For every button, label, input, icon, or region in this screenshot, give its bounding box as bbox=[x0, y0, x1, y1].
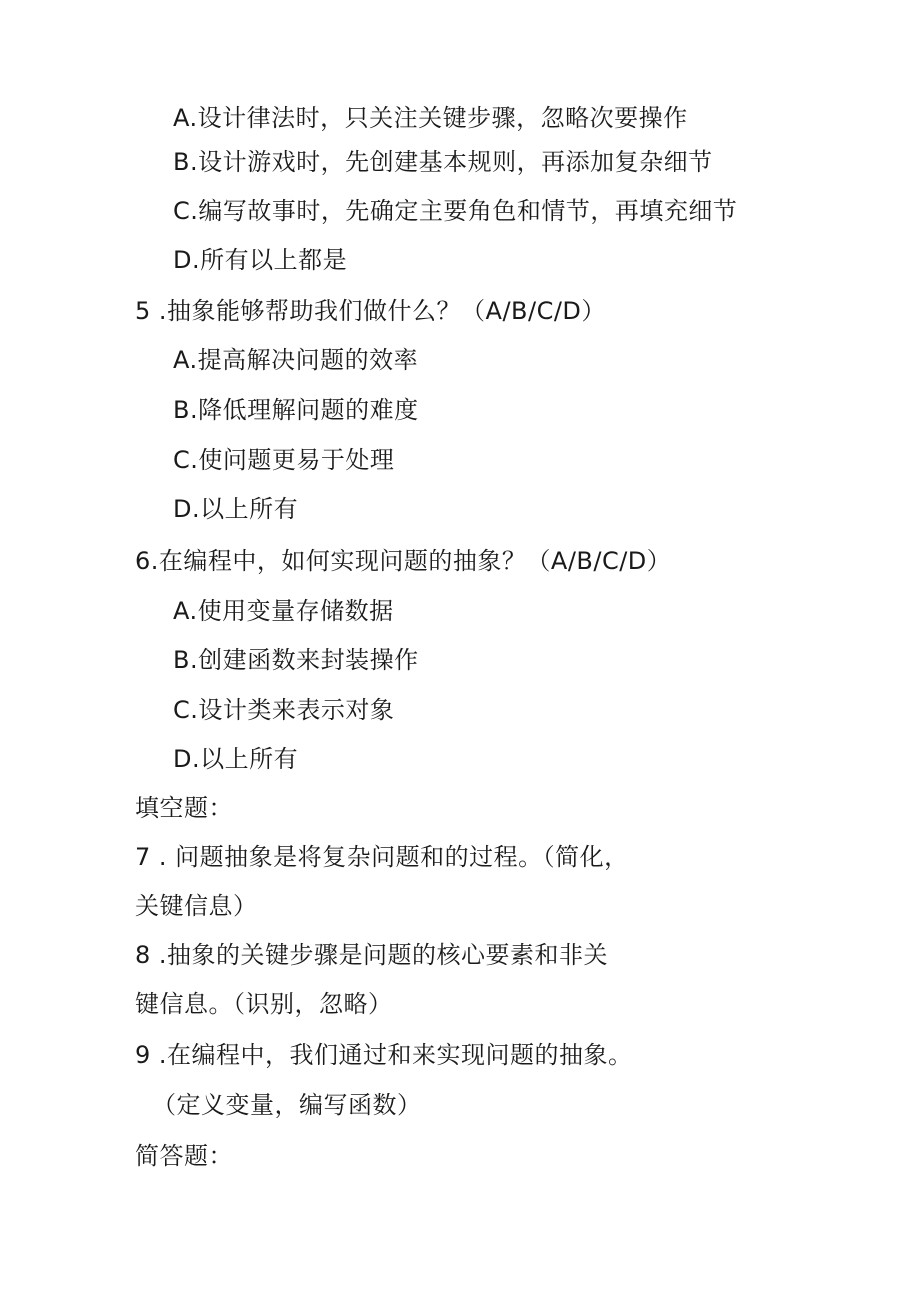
q9-line-1: 9 .在编程中，我们通过和来实现问题的抽象。 bbox=[135, 1041, 633, 1069]
q4-option-d: D.所有以上都是 bbox=[173, 246, 348, 274]
q7-line-1: 7 . 问题抽象是将复杂问题和的过程。（简化， bbox=[135, 843, 629, 871]
short-answer-heading: 简答题： bbox=[135, 1142, 233, 1170]
q4-option-b: B.设计游戏时，先创建基本规则，再添加复杂细节 bbox=[173, 148, 713, 176]
q5-option-a: A.提高解决问题的效率 bbox=[173, 346, 419, 374]
q5-option-b: B.降低理解问题的难度 bbox=[173, 396, 419, 424]
q5-option-c: C.使问题更易于处理 bbox=[173, 446, 395, 474]
fill-blank-heading: 填空题： bbox=[135, 794, 233, 822]
q5-question: 5 .抽象能够帮助我们做什么？（A/B/C/D） bbox=[135, 297, 606, 325]
q4-option-c: C.编写故事时，先确定主要角色和情节，再填充细节 bbox=[173, 197, 738, 225]
q6-option-c: C.设计类来表示对象 bbox=[173, 696, 395, 724]
q8-line-1: 8 .抽象的关键步骤是问题的核心要素和非关 bbox=[135, 941, 609, 969]
q6-option-b: B.创建函数来封装操作 bbox=[173, 646, 419, 674]
q7-line-2: 关键信息） bbox=[135, 892, 258, 920]
q6-option-a: A.使用变量存储数据 bbox=[173, 597, 394, 625]
q6-option-d: D.以上所有 bbox=[173, 745, 299, 773]
q4-option-a: A.设计律法时，只关注关键步骤，忽略次要操作 bbox=[173, 104, 688, 132]
q8-line-2: 键信息。（识别，忽略） bbox=[135, 990, 393, 1018]
q5-option-d: D.以上所有 bbox=[173, 495, 299, 523]
q6-question: 6.在编程中，如何实现问题的抽象？（A/B/C/D） bbox=[135, 547, 672, 575]
q9-line-2: （定义变量，编写函数） bbox=[152, 1091, 422, 1119]
